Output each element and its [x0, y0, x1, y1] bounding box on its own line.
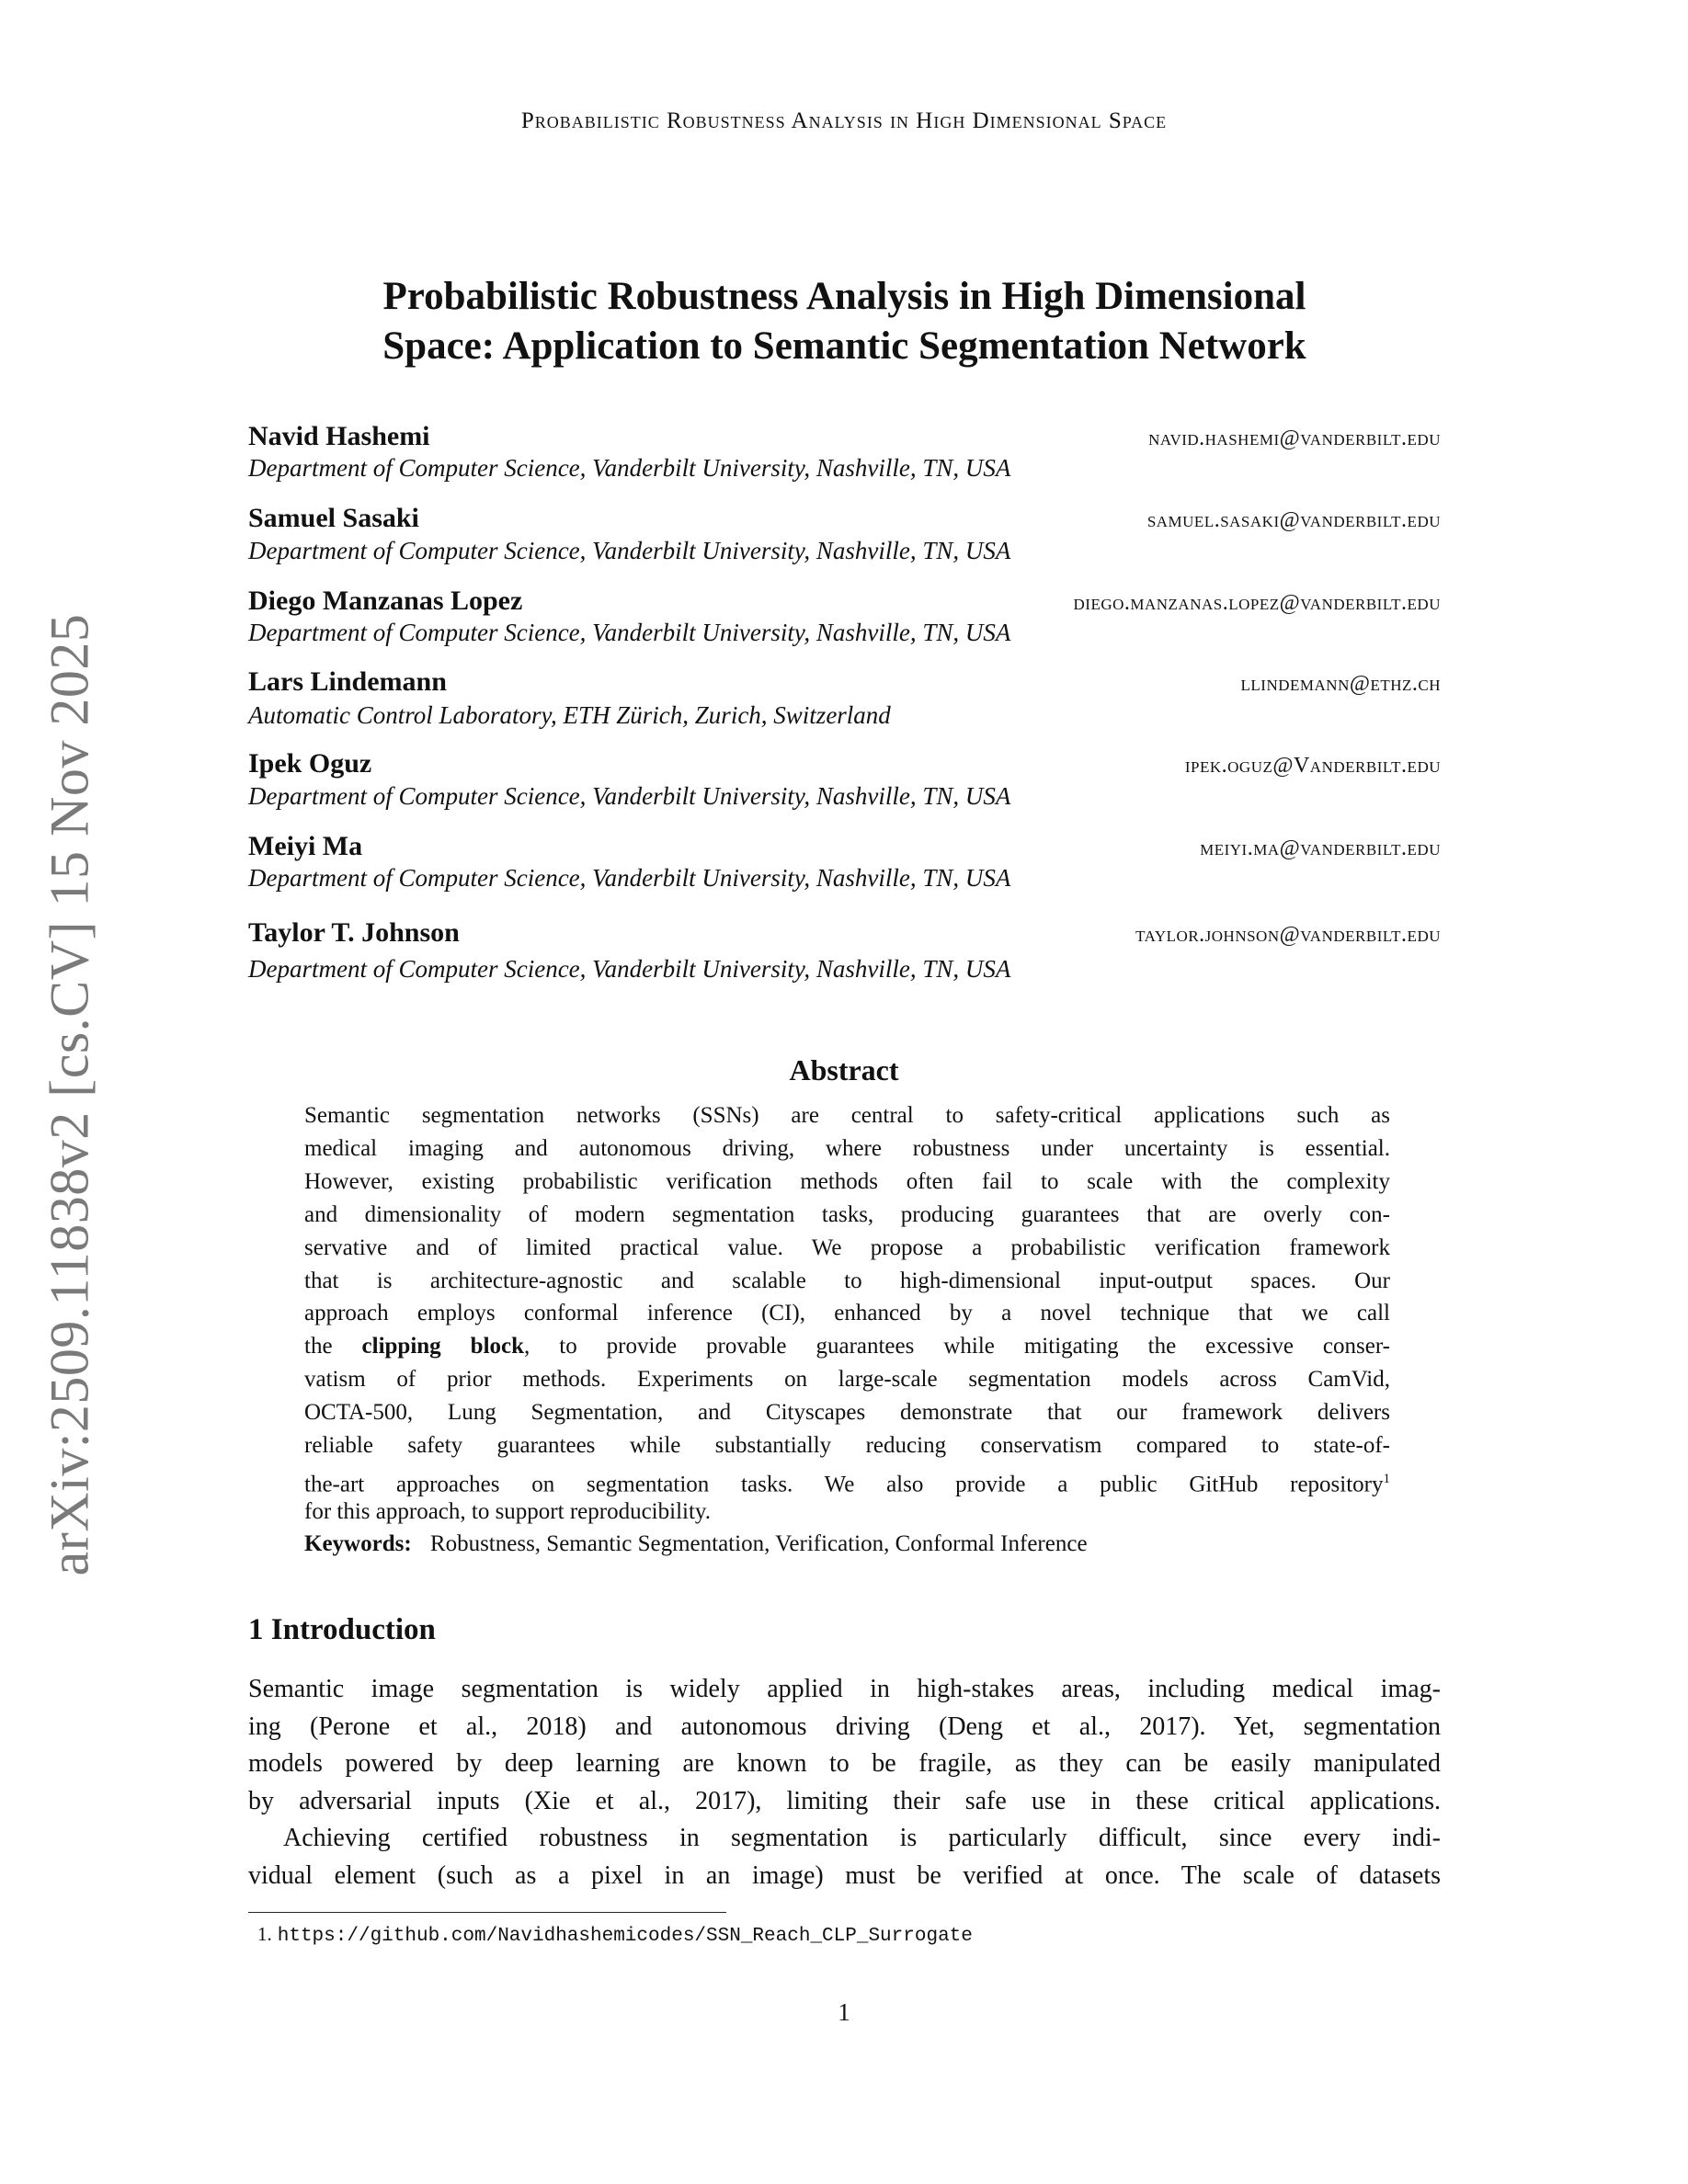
- author-name: Diego Manzanas Lopez: [248, 586, 523, 616]
- abstract-line: [304, 1330, 1390, 1363]
- paragraph-line: vidual element (such as a pixel in an image) must be verified at once. The scale of datasets: [248, 1861, 1441, 1890]
- paragraph-line: Semantic image segmentation is widely applied in high-stakes areas, including medical imag-: [248, 1675, 1441, 1703]
- abstract-text: , to provide provable guarantees while mitigating the excessive conser-: [524, 1334, 1390, 1359]
- arxiv-stamp: arXiv:2509.11838v2 [cs.CV] 15 Nov 2025: [39, 613, 100, 1576]
- author-email[interactable]: taylor.johnson@vanderbilt.edu: [1135, 923, 1441, 947]
- author-email[interactable]: diego.manzanas.lopez@vanderbilt.edu: [1073, 591, 1441, 615]
- abstract-text: the-art approaches on segmentation tasks. We also provide a public GitHub repository: [304, 1472, 1384, 1497]
- abstract-line: servative and of limited practical value. We propose a probabilistic verification framework: [304, 1234, 1390, 1260]
- author-affiliation: Department of Computer Science, Vanderbilt University, Nashville, TN, USA: [248, 454, 1011, 482]
- author-row: [248, 503, 1441, 540]
- paragraph-line: Achieving certified robustness in segmentation is particularly difficult, since every indi-: [283, 1824, 1441, 1853]
- abstract-line: However, existing probabilistic verification methods often fail to scale with the complexity: [304, 1168, 1390, 1194]
- author-row: [248, 748, 1441, 785]
- abstract-line: that is architecture-agnostic and scalable to high-dimensional input-output spaces. Our: [304, 1268, 1390, 1293]
- abstract-line: Semantic segmentation networks (SSNs) are central to safety-critical applications such as: [304, 1103, 1390, 1128]
- author-name: Lars Lindemann: [248, 666, 447, 697]
- footnote-rule: [248, 1912, 726, 1913]
- keywords-text: Robustness, Semantic Segmentation, Verification, Conformal Inference: [429, 1531, 1088, 1556]
- abstract-line: medical imaging and autonomous driving, where robustness under uncertainty is essential.: [304, 1135, 1390, 1161]
- author-name: Samuel Sasaki: [248, 503, 419, 533]
- footnote: [257, 1923, 973, 1947]
- section-heading-introduction: 1 Introduction: [248, 1613, 436, 1646]
- abstract-line: vatism of prior methods. Experiments on large-scale segmentation models across CamVid,: [304, 1367, 1390, 1393]
- author-affiliation: Department of Computer Science, Vanderbilt University, Nashville, TN, USA: [248, 782, 1011, 810]
- abstract-line: [304, 1462, 1390, 1496]
- abstract-emphasis: clipping block: [361, 1334, 525, 1359]
- author-affiliation: Department of Computer Science, Vanderbilt University, Nashville, TN, USA: [248, 955, 1011, 983]
- abstract-line: approach employs conformal inference (CI), enhanced by a novel technique that we call: [304, 1301, 1390, 1326]
- title-line: Probabilistic Robustness Analysis in High Dimensional: [382, 275, 1306, 318]
- abstract-heading: Abstract: [789, 1053, 899, 1086]
- paragraph-line: ing (Perone et al., 2018) and autonomous driving (Deng et al., 2017). Yet, segmentation: [248, 1712, 1441, 1741]
- abstract-line: for this approach, to support reproducibility.: [304, 1498, 712, 1524]
- author-row: [248, 917, 1441, 954]
- author-row: [248, 831, 1441, 868]
- abstract-line: OCTA-500, Lung Segmentation, and Cityscapes demonstrate that our framework delivers: [304, 1400, 1390, 1426]
- author-name: Taylor T. Johnson: [248, 917, 460, 948]
- keywords: [304, 1531, 1088, 1557]
- author-affiliation: Department of Computer Science, Vanderbilt University, Nashville, TN, USA: [248, 864, 1011, 892]
- author-email[interactable]: llindemann@ethz.ch: [1240, 672, 1441, 696]
- running-header: Probabilistic Robustness Analysis in High Dimensional Space: [520, 108, 1168, 133]
- page-number: 1: [838, 1998, 850, 2026]
- author-name: Ipek Oguz: [248, 748, 372, 779]
- abstract-text: the: [304, 1334, 333, 1359]
- title-line: Space: Application to Semantic Segmentation Network: [382, 324, 1306, 368]
- abstract-line: reliable safety guarantees while substantially reducing conservatism compared to state-of-: [304, 1433, 1390, 1458]
- author-row: [248, 421, 1441, 458]
- author-email[interactable]: meiyi.ma@vanderbilt.edu: [1200, 836, 1441, 860]
- paragraph-line: models powered by deep learning are known to be fragile, as they can be easily manipulated: [248, 1749, 1441, 1779]
- author-row: [248, 666, 1441, 703]
- author-affiliation: Department of Computer Science, Vanderbilt University, Nashville, TN, USA: [248, 619, 1011, 646]
- author-affiliation: Automatic Control Laboratory, ETH Zürich, Zurich, Switzerland: [248, 701, 891, 729]
- footnote-link[interactable]: https://github.com/Navidhashemicodes/SSN_Reach_CLP_Surrogate: [277, 1926, 973, 1947]
- author-affiliation: Department of Computer Science, Vanderbilt University, Nashville, TN, USA: [248, 537, 1011, 564]
- paper-title: [248, 272, 1441, 371]
- author-name: Navid Hashemi: [248, 421, 430, 451]
- footnote-mark[interactable]: 1: [1383, 1471, 1390, 1486]
- author-email[interactable]: navid.hashemi@vanderbilt.edu: [1148, 427, 1441, 450]
- author-email[interactable]: ipek.oguz@Vanderbilt.edu: [1184, 754, 1441, 778]
- author-name: Meiyi Ma: [248, 831, 363, 861]
- author-row: [248, 586, 1441, 622]
- paragraph-line: by adversarial inputs (Xie et al., 2017), limiting their safe use in these critical applications.: [248, 1786, 1441, 1815]
- footnote-number: 1.: [257, 1923, 272, 1945]
- author-email[interactable]: samuel.sasaki@vanderbilt.edu: [1146, 508, 1441, 532]
- abstract-line: and dimensionality of modern segmentation tasks, producing guarantees that are overly con-: [304, 1201, 1390, 1227]
- keywords-label: Keywords:: [304, 1531, 412, 1556]
